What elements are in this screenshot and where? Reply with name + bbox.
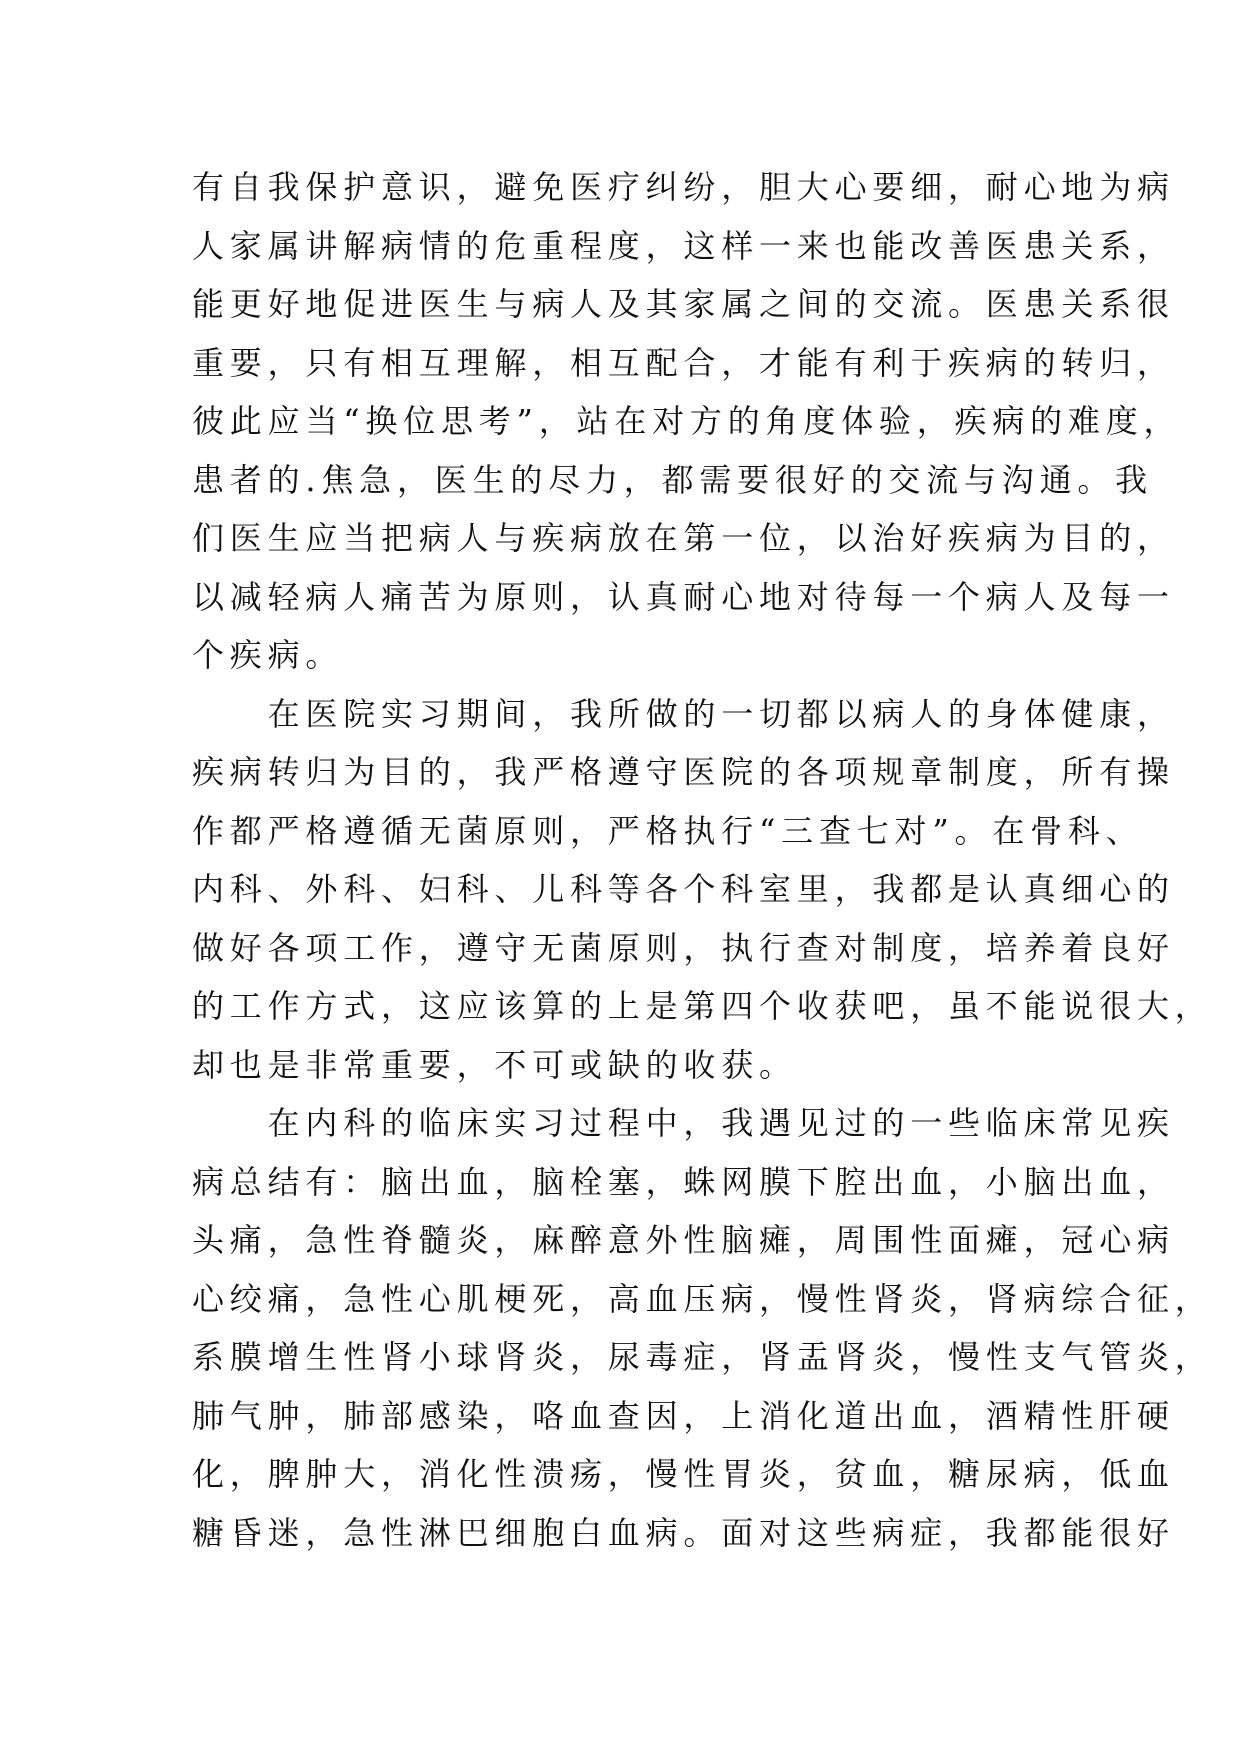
text-line: 个疾病。	[192, 636, 344, 674]
text-line: 彼此应当“换位思考”，站在对方的角度体验，疾病的难度，	[192, 402, 1182, 440]
text-line: 的工作方式，这应该算的上是第四个收获吧，虽不能说很大，	[192, 987, 1213, 1025]
text-line: 重要，只有相互理解，相互配合，才能有利于疾病的转归，	[192, 343, 1175, 382]
text-line: 内科、外科、妇科、儿科等各个科室里，我都是认真细心的	[192, 870, 1175, 908]
text-line: 能更好地促进医生与病人及其家属之间的交流。医患关系很	[192, 285, 1175, 323]
text-line: 在医院实习期间，我所做的一切都以病人的身体健康，	[192, 694, 1175, 733]
text-line: 心绞痛，急性心肌梗死，高血压病，慢性肾炎，肾病综合征，	[192, 1279, 1213, 1318]
text-line: 们医生应当把病人与疾病放在第一位，以治好疾病为目的，	[192, 519, 1175, 557]
text-line: 糖昏迷，急性淋巴细胞白血病。面对这些病症，我都能很好	[192, 1513, 1175, 1552]
text-line: 患者的.焦急，医生的尽力，都需要很好的交流与沟通。我	[192, 460, 1153, 499]
body-text	[192, 158, 1213, 1562]
text-line: 肺气肿，肺部感染，咯血查因，上消化道出血，酒精性肝硬	[192, 1396, 1175, 1435]
text-line: 在内科的临床实习过程中，我遇见过的一些临床常见疾	[192, 1104, 1175, 1142]
text-line: 人家属讲解病情的危重程度，这样一来也能改善医患关系，	[192, 226, 1175, 265]
text-line: 病总结有：脑出血，脑栓塞，蛛网膜下腔出血，小脑出血，	[192, 1162, 1175, 1201]
text-line: 化，脾肿大，消化性溃疡，慢性胃炎，贫血，糖尿病，低血	[192, 1455, 1175, 1493]
text-line: 却也是非常重要，不可或缺的收获。	[192, 1045, 797, 1084]
text-line: 以减轻病人痛苦为原则，认真耐心地对待每一个病人及每一	[192, 577, 1175, 616]
text-line: 疾病转归为目的，我严格遵守医院的各项规章制度，所有操	[192, 753, 1175, 791]
text-line: 头痛，急性脊髓炎，麻醉意外性脑瘫，周围性面瘫，冠心病	[192, 1221, 1175, 1259]
text-line: 系膜增生性肾小球肾炎，尿毒症，肾盂肾炎，慢性支气管炎，	[192, 1338, 1213, 1376]
text-line: 作都严格遵循无菌原则，严格执行“三查七对”。在骨科、	[192, 811, 1144, 850]
text-line: 有自我保护意识，避免医疗纠纷，胆大心要细，耐心地为病	[192, 168, 1175, 206]
text-line: 做好各项工作，遵守无菌原则，执行查对制度，培养着良好	[192, 928, 1175, 967]
